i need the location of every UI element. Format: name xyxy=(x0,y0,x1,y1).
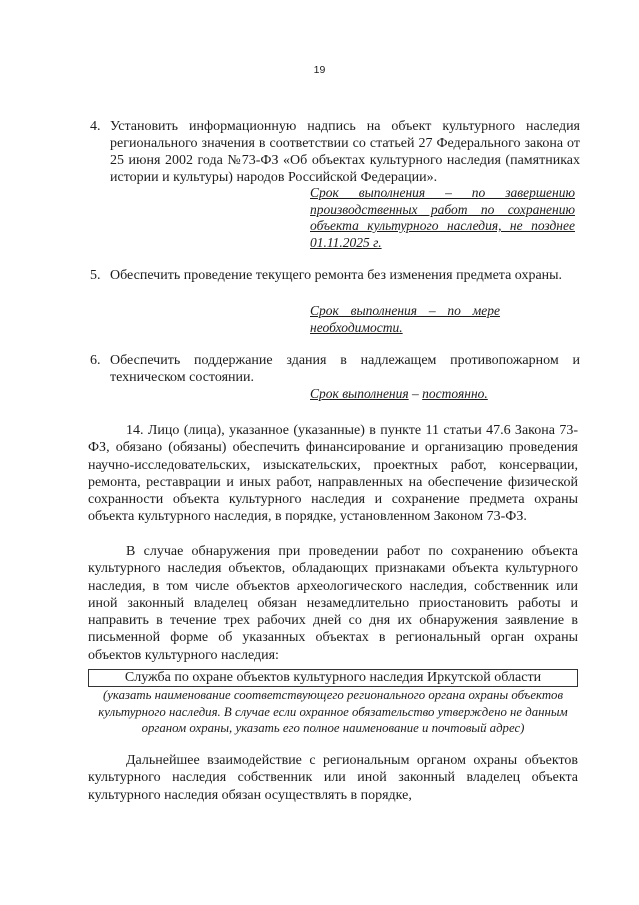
item-text: Обеспечить поддержание здания в надлежащем противопожарном и техническом состоянии. xyxy=(110,353,580,385)
item-4-deadline: Срок выполнения – по завершению производственных работ по сохранению объекта культурного наследия, не позднее 01.11.2025 г. xyxy=(310,185,575,250)
deadline-separator: – xyxy=(408,386,423,401)
page-number: 19 xyxy=(313,64,326,76)
paragraph-14: 14. Лицо (лица), указанное (указанные) в пункте 11 статьи 47.6 Закона 73-ФЗ, обязано (обязаны) обеспечить финансирование и организацию проведения научно-исследовательских, изыскательских, проектных работ, консервации, ремонта, реставрации и иных работ, направленных на обеспечение физической сохранности объекта культурного наследия и сохранение предмета охраны объекта культурного наследия, в порядке, установленном Законом 73-ФЗ. xyxy=(88,423,578,525)
list-item-4 xyxy=(90,118,580,186)
list-item-6 xyxy=(90,352,580,386)
item-number: 6. xyxy=(90,353,101,368)
paragraph-interaction: Дальнейшее взаимодействие с региональным органом охраны объектов культурного наследия собственник или иной законный владелец объекта культурного наследия обязан осуществлять в порядке, xyxy=(88,753,578,803)
item-text: Обеспечить проведение текущего ремонта без изменения предмета охраны. xyxy=(110,268,563,283)
list-item-5 xyxy=(90,267,580,284)
authority-name-box: Служба по охране объектов культурного наследия Иркутской области xyxy=(88,669,578,687)
item-text: Установить информационную надпись на объект культурного наследия регионального значения в соответствии со статьей 27 Федерального закона от 25 июня 2002 года №73-ФЗ «Об объектах культурного наследия (памятниках истории и культуры) народов Российской Федерации». xyxy=(110,119,580,185)
paragraph-discovery: В случае обнаружения при проведении работ по сохранению объекта культурного наследия объектов, обладающих признаками объекта культурного наследия, в том числе объектов археологического наследия, собственник или иной законный владелец обязан незамедлительно приостановить работы и направить в течение трех рабочих дней со дня их обнаружения заявление в письменной форме об указанных объектах в региональный орган охраны объектов культурного наследия: xyxy=(88,544,578,663)
item-5-deadline: Срок выполнения – по мере необходимости. xyxy=(310,303,500,335)
item-6-deadline xyxy=(310,386,570,403)
deadline-value: постоянно. xyxy=(422,386,488,401)
item-number: 5. xyxy=(90,268,101,283)
deadline-label: Срок выполнения xyxy=(310,386,409,401)
authority-hint: (указать наименование соответствующего регионального органа охраны объектов культурного наследия. В случае если охранное обязательство утверждено не данным органом охраны, указать его полное наименование и почтовый адрес) xyxy=(98,688,568,735)
item-number: 4. xyxy=(90,119,101,134)
